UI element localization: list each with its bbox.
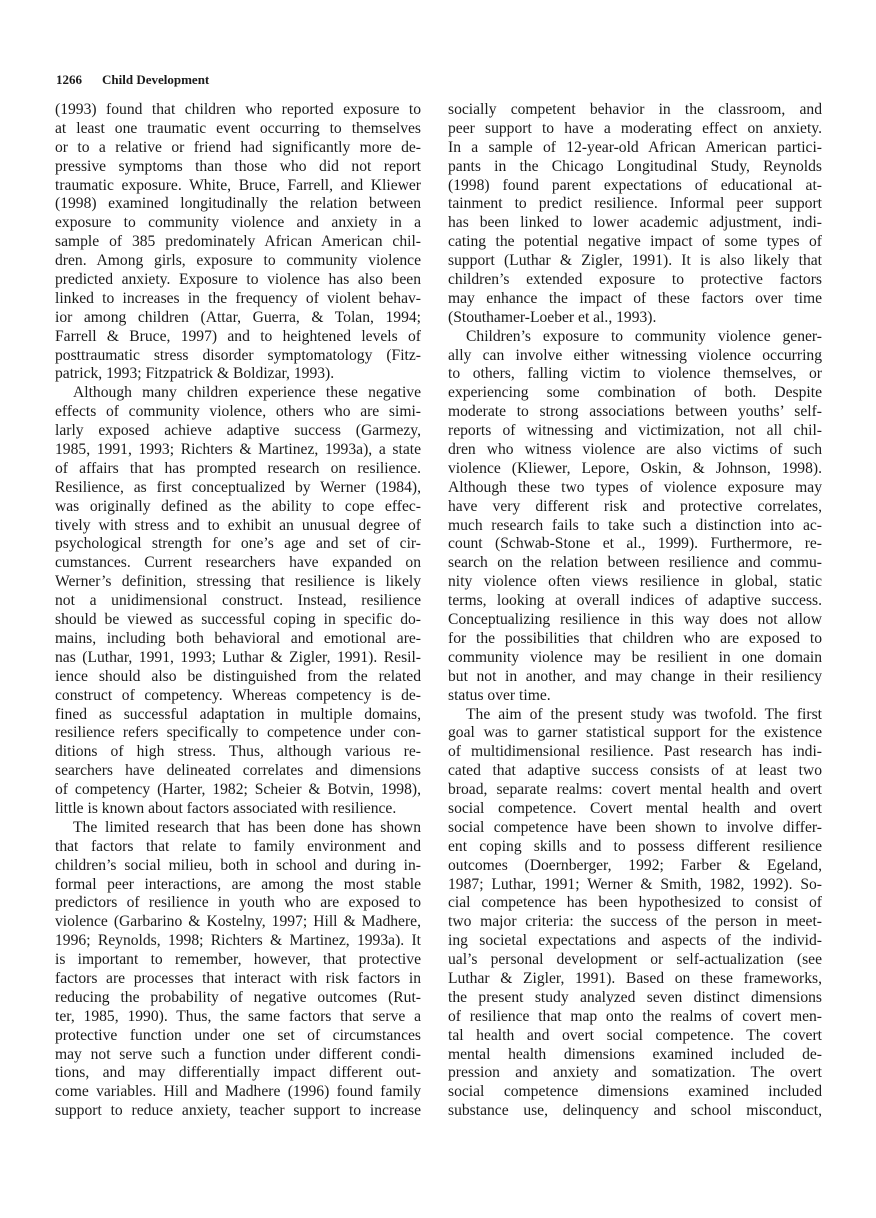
text-line: ual’s personal development or self-actualization (see	[448, 951, 822, 969]
text-line: come variables. Hill and Madhere (1996) found family	[55, 1083, 421, 1101]
text-line: children’s extended exposure to protective factors	[448, 271, 822, 289]
text-line: experiencing some combination of both. Despite	[448, 384, 822, 402]
text-line: Although many children experience these negative	[73, 384, 421, 402]
text-line: sample of 385 predominately African American chil-	[55, 233, 421, 251]
text-line: protective function under one set of circumstances	[55, 1026, 421, 1044]
right-column	[448, 101, 822, 1121]
text-line: but not in another, and may change in their resiliency	[448, 667, 822, 685]
text-line: at least one traumatic event occurring to themselves	[55, 119, 421, 137]
text-line: violence (Garbarino & Kostelny, 1997; Hill & Madhere,	[55, 913, 421, 931]
text-line: cial competence has been hypothesized to consist of	[448, 894, 822, 912]
text-line: moderate to strong associations between youths’ self-	[448, 403, 822, 421]
text-line: 1987; Luthar, 1991; Werner & Smith, 1982, 1992). So-	[448, 875, 822, 893]
text-line: social competence. Covert mental health and overt	[448, 799, 822, 817]
text-line: tions, and may differentially impact different out-	[55, 1064, 421, 1082]
text-line: peer support to have a moderating effect on anxiety.	[448, 119, 822, 137]
text-line: children’s social milieu, both in school and during in-	[55, 856, 421, 874]
text-line: Resilience, as first conceptualized by Werner (1984),	[55, 478, 421, 496]
text-line: Children’s exposure to community violence gener-	[466, 327, 822, 345]
text-line: was originally defined as the ability to cope effec-	[55, 497, 421, 515]
text-line: may enhance the impact of these factors over time	[448, 289, 822, 307]
text-line: larly exposed achieve adaptive success (Garmezy,	[55, 422, 421, 440]
text-line: traumatic exposure. White, Bruce, Farrell, and Kliewer	[55, 176, 421, 194]
text-line: (Stouthamer-Loeber et al., 1993).	[448, 308, 657, 326]
journal-title: Child Development	[102, 72, 210, 87]
text-line: substance use, delinquency and school misconduct,	[448, 1102, 822, 1120]
text-line: count (Schwab-Stone et al., 1999). Furthermore, re-	[448, 535, 822, 553]
text-line: mental health dimensions examined included de-	[448, 1045, 822, 1063]
text-line: outcomes (Doernberger, 1992; Farber & Egeland,	[448, 856, 822, 874]
text-line: much research fails to take such a distinction into ac-	[448, 516, 822, 534]
text-line: ter, 1985, 1990). Thus, the same factors that serve a	[55, 1007, 421, 1025]
text-line: should be viewed as successful coping in specific do-	[55, 611, 421, 629]
text-line: Although these two types of violence exposure may	[448, 478, 822, 496]
text-line: resilience refers specifically to competence under con-	[55, 724, 421, 742]
text-line: psychological strength for one’s age and set of cir-	[55, 535, 421, 553]
text-line: of affairs that has prompted research on resilience.	[55, 459, 421, 477]
text-line: exposure to community violence and anxiety in a	[55, 214, 421, 232]
text-line: predictors of resilience in youth who are exposed to	[55, 894, 421, 912]
text-line: have very different risk and protective correlates,	[448, 497, 822, 515]
text-line: pression and anxiety and somatization. The overt	[448, 1064, 822, 1082]
text-line: predicted anxiety. Exposure to violence has also been	[55, 271, 421, 289]
text-line: search on the relation between resilience and commu-	[448, 554, 822, 572]
text-line: searchers have delineated correlates and dimensions	[55, 762, 421, 780]
text-line: Werner’s definition, stressing that resilience is likely	[55, 573, 421, 591]
text-line: socially competent behavior in the classroom, and	[448, 101, 822, 118]
text-line: violence (Kliewer, Lepore, Oskin, & Johnson, 1998).	[448, 459, 822, 477]
text-line: terms, looking at overall indices of adaptive success.	[448, 592, 822, 610]
text-line: tainment to predict resilience. Informal peer support	[448, 195, 822, 213]
text-line: factors are processes that interact with risk factors in	[55, 969, 421, 987]
text-line: patrick, 1993; Fitzpatrick & Boldizar, 1993).	[55, 365, 335, 383]
text-line: pressive symptoms than those who did not report	[55, 157, 421, 175]
text-line: 1996; Reynolds, 1998; Richters & Martinez, 1993a). It	[55, 932, 421, 950]
text-line: formal peer interactions, are among the most stable	[55, 875, 421, 893]
page-number: 1266	[56, 72, 82, 87]
text-line: ior among children (Attar, Guerra, & Tolan, 1994;	[55, 308, 421, 326]
text-line: for the possibilities that children who are exposed to	[448, 629, 822, 647]
text-line: support to reduce anxiety, teacher support to increase	[55, 1102, 421, 1120]
text-line: the present study analyzed seven distinct dimensions	[448, 988, 822, 1006]
text-line: ience should also be distinguished from the related	[55, 667, 421, 685]
text-line: fined as successful adaptation in multiple domains,	[55, 705, 421, 723]
text-line: that factors that relate to family environment and	[55, 837, 421, 855]
text-line: status over time.	[448, 686, 551, 704]
text-line: pants in the Chicago Longitudinal Study, Reynolds	[448, 157, 822, 175]
text-line: mains, including both behavioral and emotional are-	[55, 629, 421, 647]
text-line: goal was to garner statistical support for the existence	[448, 724, 822, 742]
text-line: The aim of the present study was twofold. The first	[466, 705, 822, 723]
text-line: two major criteria: the success of the person in meet-	[448, 913, 822, 931]
text-line: nas (Luthar, 1991, 1993; Luthar & Zigler, 1991). Resil-	[55, 648, 421, 666]
text-line: support (Luthar & Zigler, 1991). It is also likely that	[448, 252, 822, 270]
text-line: linked to increases in the frequency of violent behav-	[55, 289, 421, 307]
text-line: construct of competency. Whereas competency is de-	[55, 686, 421, 704]
text-line: nity violence often views resilience in global, static	[448, 573, 822, 591]
text-line: ally can involve either witnessing violence occurring	[448, 346, 822, 364]
text-line: The limited research that has been done has shown	[73, 818, 421, 836]
text-line: Farrell & Bruce, 1997) and to heightened levels of	[55, 327, 421, 345]
text-line: or to a relative or friend had significantly more de-	[55, 138, 421, 156]
text-line: reports of witnessing and victimization, not all chil-	[448, 422, 822, 440]
text-line: social competence have been shown to involve differ-	[448, 818, 822, 836]
text-line: reducing the probability of negative outcomes (Rut-	[55, 988, 421, 1006]
text-line: cumstances. Current researchers have expanded on	[55, 554, 421, 572]
text-line: is important to remember, however, that protective	[55, 951, 421, 969]
text-line: not a unidimensional construct. Instead, resilience	[55, 592, 421, 610]
text-line: (1998) found parent expectations of educational at-	[448, 176, 822, 194]
text-line: tal health and overt social competence. The covert	[448, 1026, 822, 1044]
text-line: ditions of high stress. Thus, although various re-	[55, 743, 421, 761]
left-column	[55, 101, 421, 1121]
text-line: community violence may be resilient in one domain	[448, 648, 822, 666]
text-line: little is known about factors associated with resilience.	[55, 799, 397, 817]
text-line: to others, falling victim to violence themselves, or	[448, 365, 822, 383]
text-line: social competence dimensions examined included	[448, 1083, 822, 1101]
text-line: (1993) found that children who reported exposure to	[55, 101, 421, 118]
text-line: Conceptualizing resilience in this way does not allow	[448, 611, 822, 629]
text-line: ing societal expectations and aspects of the individ-	[448, 932, 822, 950]
text-line: dren. Among girls, exposure to community violence	[55, 252, 421, 270]
running-head	[56, 72, 209, 88]
text-line: (1998) examined longitudinally the relation between	[55, 195, 421, 213]
text-line: of competency (Harter, 1982; Scheier & Botvin, 1998),	[55, 781, 421, 799]
text-line: ent coping skills and to possess different resilience	[448, 837, 822, 855]
text-line: of resilience that map onto the realms of covert men-	[448, 1007, 822, 1025]
text-line: posttraumatic stress disorder symptomatology (Fitz-	[55, 346, 421, 364]
text-line: In a sample of 12-year-old African American partici-	[448, 138, 822, 156]
text-line: may not serve such a function under different condi-	[55, 1045, 421, 1063]
text-line: dren who witness violence are also victims of such	[448, 441, 822, 459]
text-line: cating the potential negative impact of some types of	[448, 233, 822, 251]
text-line: tively with stress and to exhibit an unusual degree of	[55, 516, 421, 534]
text-line: Luthar & Zigler, 1991). Based on these frameworks,	[448, 969, 822, 987]
text-line: broad, separate realms: covert mental health and overt	[448, 781, 822, 799]
text-line: of multidimensional resilience. Past research has indi-	[448, 743, 822, 761]
text-line: cated that adaptive success consists of at least two	[448, 762, 822, 780]
text-line: 1985, 1991, 1993; Richters & Martinez, 1993a), a state	[55, 441, 421, 459]
text-line: effects of community violence, others who are simi-	[55, 403, 421, 421]
text-line: has been linked to lower academic adjustment, indi-	[448, 214, 822, 232]
